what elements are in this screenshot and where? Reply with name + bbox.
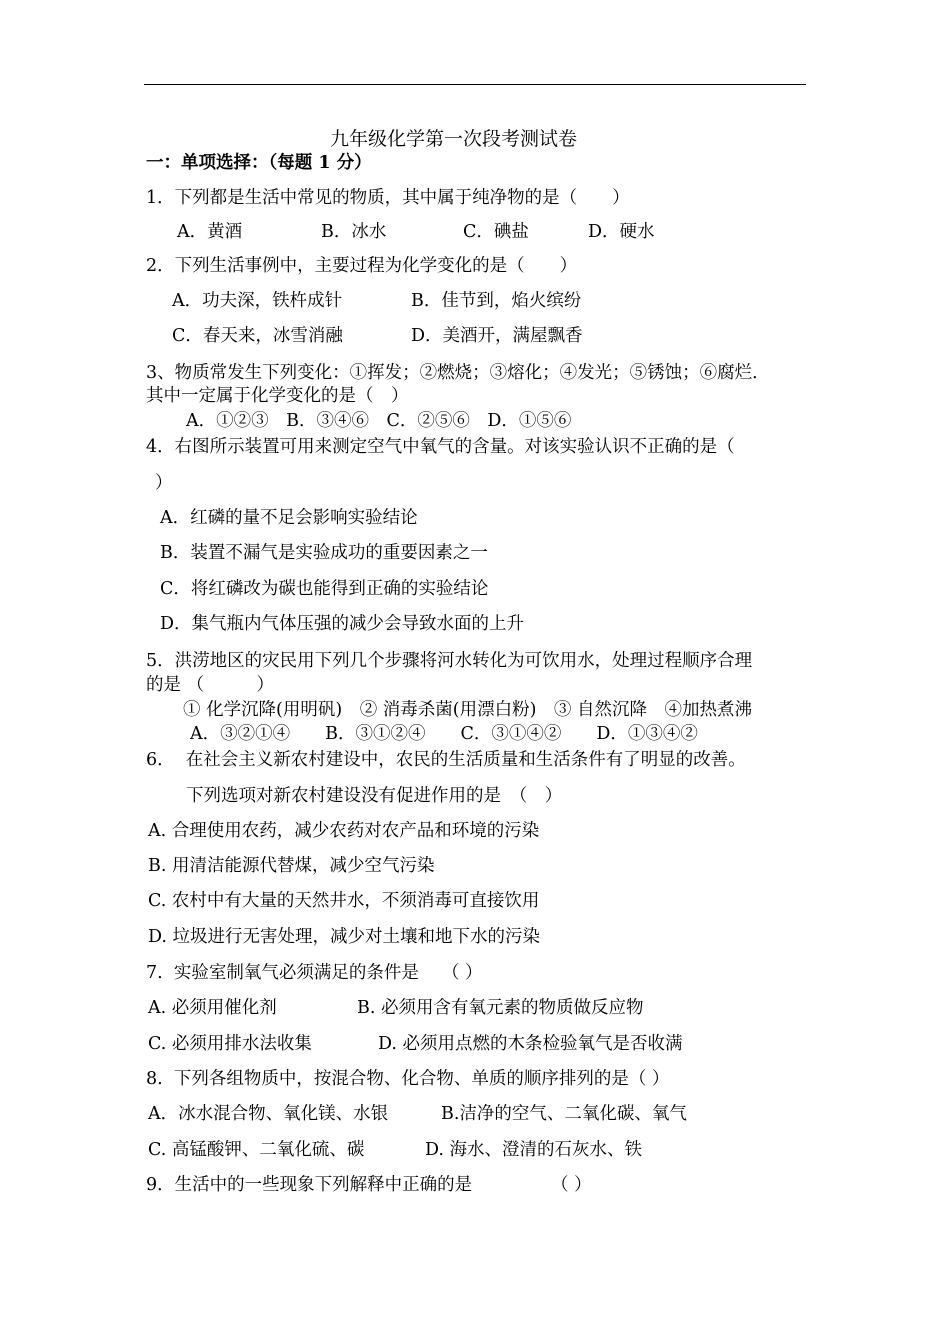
q8-option-a: A．冰水混合物、氧化镁、水银 [148, 1104, 389, 1124]
q8-option-b: B.洁净的空气、二氧化碳、氧气 [441, 1104, 687, 1124]
question-5: 5．洪涝地区的灾民用下列几个步骤将河水转化为可饮用水，处理过程顺序合理 [146, 651, 753, 671]
q1-option-c: C．碘盐 [463, 222, 529, 242]
question-1: 1．下列都是生活中常见的物质，其中属于纯净物的是（ ） [146, 188, 630, 208]
question-6: 6． 在社会主义新农村建设中，农民的生活质量和生活条件有了明显的改善。 [146, 750, 746, 770]
q1-option-a: A．黄酒 [177, 222, 243, 242]
question-9-paren: （ ） [551, 1175, 592, 1195]
q4-option-a: A．红磷的量不足会影响实验结论 [160, 508, 418, 528]
question-4-cont: ） [155, 473, 173, 493]
q4-option-b: B．装置不漏气是实验成功的重要因素之一 [160, 543, 488, 563]
question-7: 7. 实验室制氧气必须满足的条件是 （ ） [146, 963, 483, 983]
q2-option-d: D．美酒开，满屋飘香 [411, 326, 583, 346]
q8-option-c: C. 高锰酸钾、二氧化硫、碳 [148, 1140, 365, 1160]
question-6-cont: 下列选项对新农村建设没有促进作用的是 （ ） [186, 786, 563, 806]
q2-option-b: B．佳节到，焰火缤纷 [411, 291, 582, 311]
q4-option-c: C．将红磷改为碳也能得到正确的实验结论 [160, 579, 489, 599]
question-4: 4．右图所示装置可用来测定空气中氧气的含量。对该实验认识不正确的是（ [146, 437, 735, 457]
question-9: 9．生活中的一些现象下列解释中正确的是 [146, 1175, 473, 1195]
q7-option-b: B. 必须用含有氧元素的物质做反应物 [357, 998, 644, 1018]
q1-option-d: D．硬水 [588, 222, 655, 242]
section-heading: 一：单项选择：（每题 1 分） [146, 153, 372, 173]
question-3-cont: 其中一定属于化学变化的是（ ） [146, 386, 409, 406]
q2-option-c: C．春天来，冰雪消融 [172, 326, 343, 346]
page-title: 九年级化学第一次段考测试卷 [330, 128, 578, 150]
q4-option-d: D．集气瓶内气体压强的减少会导致水面的上升 [160, 614, 525, 634]
q7-option-c: C. 必须用排水法收集 [148, 1034, 312, 1054]
q6-option-c: C. 农村中有大量的天然井水，不须消毒可直接饮用 [148, 891, 540, 911]
question-3: 3、物质常发生下列变化：①挥发；②燃烧；③熔化；④发光；⑤锈蚀；⑥腐烂． [146, 363, 770, 383]
q6-option-b: B. 用清洁能源代替煤，减少空气污染 [148, 856, 435, 876]
q1-option-b: B．冰水 [321, 222, 387, 242]
q7-option-d: D. 必须用点燃的木条检验氧气是否收满 [378, 1034, 683, 1054]
q7-option-a: A. 必须用催化剂 [148, 998, 277, 1018]
q2-option-a: A．功夫深，铁杵成针 [172, 291, 343, 311]
question-5-cont: 的是 （ ） [146, 675, 275, 695]
q8-option-d: D. 海水、澄清的石灰水、铁 [425, 1140, 643, 1160]
question-2: 2．下列生活事例中，主要过程为化学变化的是（ ） [146, 256, 578, 276]
q6-option-d: D. 垃圾进行无害处理，减少对土壤和地下水的污染 [148, 927, 541, 947]
q6-option-a: A. 合理使用农药，减少农药对农产品和环境的污染 [148, 821, 540, 841]
q5-steps: ① 化学沉降(用明矾) ② 消毒杀菌(用漂白粉) ③ 自然沉降 ④加热煮沸 [183, 700, 752, 720]
q3-options: A．①②③ B．③④⑥ C．②⑤⑥ D．①⑤⑥ [186, 411, 572, 431]
question-8: 8. 下列各组物质中，按混合物、化合物、单质的顺序排列的是（ ） [146, 1069, 670, 1089]
q5-options: A．③②①④ B．③①②④ C．③①④② D．①③④② [190, 724, 698, 744]
header-rule [144, 84, 806, 85]
